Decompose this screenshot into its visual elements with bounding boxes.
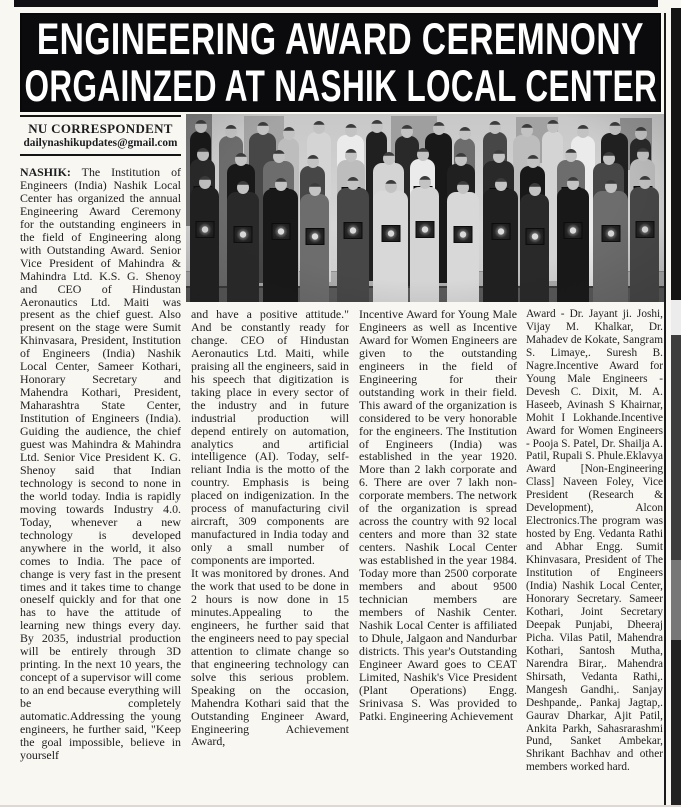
byline-block (20, 115, 181, 156)
person-head (307, 155, 319, 168)
person-figure (410, 187, 439, 302)
person-head (577, 125, 589, 138)
article-paragraph: and have a positive attitude." And be constantly ready for change. CEO of Hindustan Aeronautics Ltd. Maiti, while praising all the engineers, said in his speech that digitization is taking place in every sector of the industry and in future industrial production will depend entirely on automation, analytics and artificial intelligence (AI). Today, self-reliant India is the motto of the country. Emphasis is being placed on indigenization. In the process of manufacturing civil aircraft, 309 components are manufactured in India today and only a small number of components are imported. (191, 308, 349, 568)
person-head (527, 155, 539, 168)
award-plaque (234, 226, 253, 243)
person-figure (263, 189, 298, 302)
headline-banner (20, 13, 661, 112)
award-plaque (525, 228, 544, 245)
person-head (401, 125, 413, 138)
right-column-rule (664, 13, 666, 807)
award-plaque (271, 223, 290, 240)
award-plaque (635, 221, 654, 238)
person-head (257, 122, 269, 135)
award-plaque (491, 223, 510, 240)
award-plaque (601, 225, 620, 242)
person-figure (593, 191, 628, 302)
top-border-rule (14, 0, 658, 7)
person-figure (557, 188, 589, 302)
award-plaque (381, 225, 400, 242)
person-head (433, 122, 445, 135)
person-figure (190, 187, 219, 302)
headline-line-2: ORGAINZED AT NASHIK LOCAL CENTER (24, 60, 657, 111)
article-paragraph: Incentive Award for Young Male Engineers as well as Incentive Award for Women Engineers are given to the outstanding engineers in the field of Engineering for their outstanding work in their field. This award of the organization is considered to be very honorable for the engineers. The Institution of Engineers (India) was established in the year 1920. More than 2 lakh corporate and 6. There are over 7 lakh non-corporate members. The network of the organization is spread across the country with 92 local centers and more than 32 state centers. Nashik Local Center was established in the year 1984. Today more than 2500 corporate members and about 9500 technician members are members of Nashik Center. Nashik Local Center is affiliated to Dhule, Jalgaon and Nandurbar districts. This year's Outstanding Engineer Award goes to CEAT Limited, Nashik's Vice President (Plant Operations) Engg. Srinivasa S. Was provided to Patki. Engineering Achievement (359, 308, 517, 723)
award-plaque (344, 222, 363, 239)
person-figure (630, 187, 659, 302)
person-head (419, 176, 431, 189)
article-paragraph (20, 166, 181, 762)
person-head (521, 124, 533, 137)
person-head (225, 125, 237, 138)
person-head (283, 127, 295, 140)
person-head (457, 181, 469, 194)
article-paragraph: It was monitored by drones. And the work that used to be done in 2 hours is now done in 15 minutes.Appealing to the engineers, he further said that the engineers need to pay special attention to climate change so that engineering technology can solve this serious problem. Speaking on the occasion, Mahendra Kothari said that the Outstanding Engineer Award, Engineering Achievement Award, (191, 566, 349, 749)
article-paragraph: Award - Dr. Jayant ji. Joshi, Vijay M. Khalkar, Dr. Mahadev de Kokate, Sangram S. Limaye,. Suresh B. Nagre.Incentive Award for Young Male Engineers - Devesh C. Dixit, M. A. Haseeb, Avinash S Khairnar, Mohit I Lokhande.Incentive Award for Women Engineers - Pooja S. Patel, Dr. Shailja A. Patil, Rupali S. Phule.Eklavya Award [Non-Engineering Class] Naveen Foley, Vice President (Research & Development), Alcon Electronics.The program was hosted by Eng. Vedanta Rathi and Abhar Engg. Sumit Khinvasara, President of The Institution of Engineers (India) Nashik Local Center, Honorary Secretary. Sameer Kothari, Joint Secretary Deepak Punjabi, Dheeraj Picha. Vilas Patil, Mahendra Kothari, Santosh Mutha, Narendra Birar,. Mahendra Shirsath, Vedanta Rathi,. Mangesh Gandhi,. Sanjay Deshpande,. Pankaj Jagtap,. Gaurav Dharkar, Ajit Patil, Ankita Parkh, Sahasrarashmi Pund, Sanket Ambekar, Shrikant Bachhav and other members worked hard. (526, 308, 663, 774)
person-head (495, 178, 507, 191)
person-head (385, 180, 397, 193)
person-head (345, 149, 357, 162)
group-photo (186, 114, 664, 302)
person-head (347, 177, 359, 190)
correspondent-name: NU CORRESPONDENT (28, 121, 173, 136)
person-head (199, 176, 211, 189)
person-head (639, 176, 651, 189)
person-head (371, 120, 383, 133)
person-head (529, 183, 541, 196)
person-head (197, 148, 209, 161)
person-head (567, 177, 579, 190)
headline-line-1: ENGINEERING AWARD CEREMNONY (37, 13, 644, 64)
award-plaque (195, 221, 214, 238)
person-head (489, 121, 501, 134)
person-head (195, 120, 207, 133)
person-head (235, 153, 247, 166)
person-head (609, 122, 621, 135)
award-plaque (305, 228, 324, 245)
person-head (313, 121, 325, 134)
article-column-2 (191, 308, 349, 802)
person-head (637, 148, 649, 161)
person-head (493, 150, 505, 163)
person-head (605, 180, 617, 193)
person-figure (483, 189, 518, 302)
dateline: NASHIK: (20, 166, 71, 179)
person-figure (337, 188, 369, 302)
person-head (273, 150, 285, 163)
person-head (547, 120, 559, 133)
person-figure (227, 192, 259, 302)
person-head (565, 149, 577, 162)
award-plaque (564, 222, 583, 239)
correspondent-email: dailynashikupdates@gmail.com (23, 137, 178, 149)
award-plaque (454, 226, 473, 243)
person-head (383, 152, 395, 165)
person-head (635, 127, 647, 140)
person-head (603, 152, 615, 165)
adjacent-page-edge (671, 8, 681, 807)
person-head (455, 153, 467, 166)
article-column-4 (526, 308, 663, 802)
person-head (417, 148, 429, 161)
person-head (237, 181, 249, 194)
article-column-1 (20, 166, 181, 802)
person-head (459, 127, 471, 140)
article-text: The Institution of Engineers (India) Nashik Local Center has organized the annual Engineering Award Ceremony for the outstanding engineers in the field of Engineering along with Outstanding Award. Senior Vice President of Mahindra & Mahindra Ltd. K.S. G. Shenoy and CEO of Hindustan Aeronautics Ltd. Maiti was present as the chief guest. Also present on the stage were Sumit Khinvasara, President, Institution of Engineers (India) Nashik Local Center, Sameer Kothari, Honorary Secretary and Mahendra Kothari, President, Maharashtra State Center, Institution of Engineers (India). Guiding the audience, the chief guest was Mahindra & Mahindra Ltd. Senior Vice President K. G. Shenoy said that Indian technology is second to none in the world today. India is rapidly moving towards Industry 4.0. Today, whenever a new technology is developed anywhere in the world, it also comes to India. The pace of change is very fast in the present times and it takes time to change oneself quickly and for that one has to have the attitude of learning new things every day. By 2035, industrial production will be entirely through 3D printing. In the next 10 years, the concept of a supervisor will come to an end because everything will be completely automatic.Addressing the young engineers, he further said, "Keep the goal impossible, believe in yourself (20, 166, 181, 762)
person-figure (300, 194, 329, 302)
person-figure (520, 194, 549, 302)
person-head (309, 183, 321, 196)
person-head (345, 124, 357, 137)
person-figure (373, 191, 408, 302)
article-column-3 (359, 308, 517, 802)
person-figure (447, 192, 479, 302)
person-head (275, 178, 287, 191)
award-plaque (415, 221, 434, 238)
